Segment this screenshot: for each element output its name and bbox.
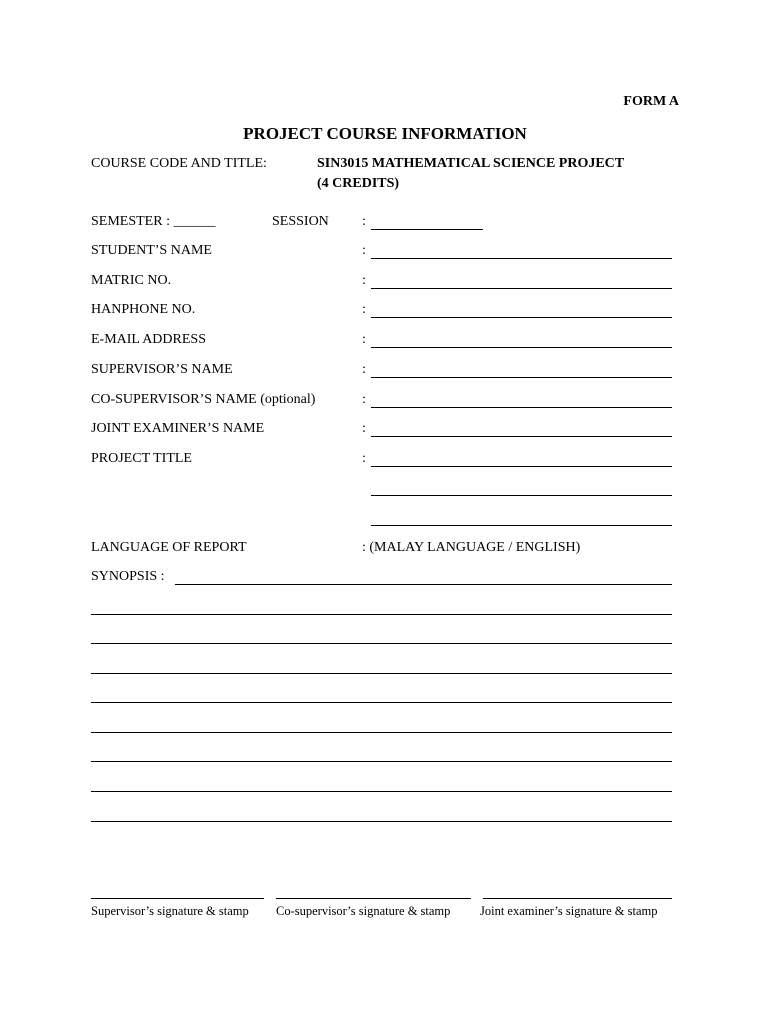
project-title-field-line3[interactable] [371,525,672,526]
email-label: E-MAIL ADDRESS [91,332,206,347]
joint-examiners-name-label: JOINT EXAMINER’S NAME [91,421,265,436]
course-title-line2: (4 CREDITS) [317,176,400,191]
joint-examiners-name-colon: : [362,421,366,436]
supervisors-name-label: SUPERVISOR’S NAME [91,362,233,377]
synopsis-field-line6[interactable] [91,732,672,733]
project-title-label: PROJECT TITLE [91,451,192,466]
hanphone-no-label: HANPHONE NO. [91,302,196,317]
email-colon: : [362,332,366,347]
supervisors-name-colon: : [362,362,366,377]
students-name-field[interactable] [371,258,672,259]
co-supervisors-name-colon: : [362,392,366,407]
matric-no-colon: : [362,273,366,288]
supervisor-signature-line[interactable] [91,898,264,899]
synopsis-label: SYNOPSIS : [91,569,165,584]
session-field-line[interactable] [371,229,483,230]
semester-label: SEMESTER : ______ [91,214,216,229]
joint-examiner-signature-line[interactable] [483,898,672,899]
students-name-colon: : [362,243,366,258]
session-colon: : [362,214,366,229]
students-name-label: STUDENT’S NAME [91,243,212,258]
page-title: PROJECT COURSE INFORMATION [243,124,527,143]
course-label: COURSE CODE AND TITLE: [91,156,267,171]
supervisors-name-field[interactable] [371,377,672,378]
project-title-field-line2[interactable] [371,495,672,496]
synopsis-field-line7[interactable] [91,761,672,762]
synopsis-field-line1[interactable] [175,584,672,585]
co-supervisor-signature-label: Co-supervisor’s signature & stamp [276,904,451,918]
hanphone-no-field[interactable] [371,317,672,318]
co-supervisor-signature-line[interactable] [276,898,471,899]
session-label: SESSION [272,214,329,229]
synopsis-field-line4[interactable] [91,673,672,674]
co-supervisors-name-field[interactable] [371,407,672,408]
supervisor-signature-label: Supervisor’s signature & stamp [91,904,249,918]
matric-no-label: MATRIC NO. [91,273,172,288]
hanphone-no-colon: : [362,302,366,317]
project-title-colon: : [362,451,366,466]
synopsis-field-line2[interactable] [91,614,672,615]
language-label: LANGUAGE OF REPORT [91,540,247,555]
course-title-line1: SIN3015 MATHEMATICAL SCIENCE PROJECT [317,156,625,171]
project-title-field-line1[interactable] [371,466,672,467]
language-value: : (MALAY LANGUAGE / ENGLISH) [362,540,581,555]
matric-no-field[interactable] [371,288,672,289]
co-supervisors-name-label: CO-SUPERVISOR’S NAME (optional) [91,392,316,407]
joint-examiner-signature-label: Joint examiner’s signature & stamp [480,904,658,918]
synopsis-field-line3[interactable] [91,643,672,644]
synopsis-field-line5[interactable] [91,702,672,703]
joint-examiners-name-field[interactable] [371,436,672,437]
synopsis-field-line8[interactable] [91,791,672,792]
synopsis-field-line9[interactable] [91,821,672,822]
form-label: FORM A [623,94,679,109]
email-field[interactable] [371,347,672,348]
